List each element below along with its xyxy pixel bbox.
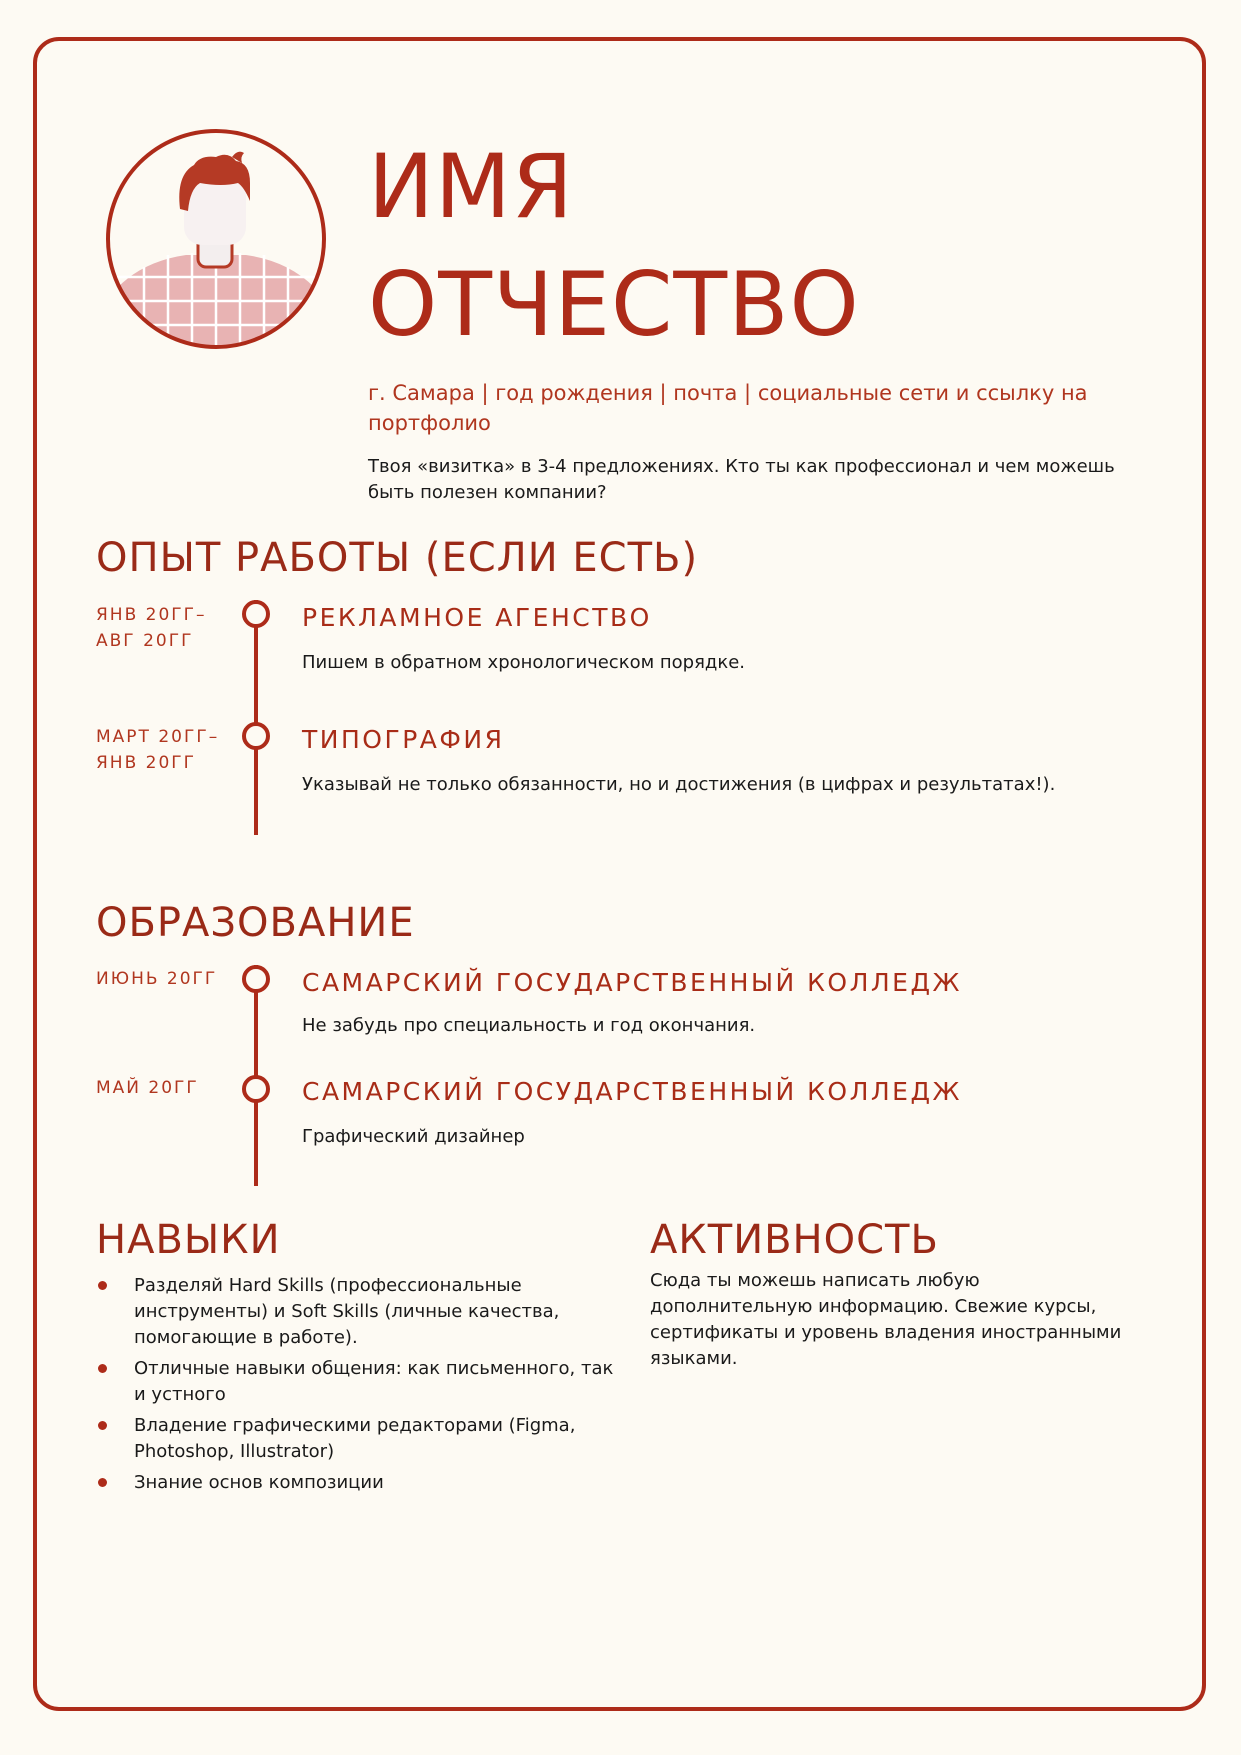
education-description: Графический дизайнер [302, 1126, 525, 1147]
timeline-line [254, 600, 258, 835]
education-description: Не забудь про специальность и год окончания. [302, 1015, 756, 1036]
list-item: Владение графическими редакторами (Figma, Photoshop, Illustrator) [96, 1413, 616, 1465]
bullet-icon [98, 1281, 107, 1290]
skills-list [96, 1273, 616, 1501]
experience-date: МАРТ 20ГГ– ЯНВ 20ГГ [96, 727, 220, 773]
list-item: Разделяй Hard Skills (профессиональные инструменты) и Soft Skills (личные качества, помогающие в работе). [96, 1273, 616, 1351]
experience-title: РЕКЛАМНОЕ АГЕНСТВО [302, 603, 652, 632]
education-title: САМАРСКИЙ ГОСУДАРСТВЕННЫЙ КОЛЛЕДЖ [302, 1077, 962, 1106]
education-timeline [240, 965, 272, 1186]
bullet-icon [98, 1478, 107, 1487]
profile-summary: Твоя «визитка» в 3-4 предложениях. Кто ты как профессионал и чем можешь быть полезен компании? [368, 456, 1115, 503]
candidate-name [368, 128, 860, 364]
timeline-node-icon [242, 722, 270, 750]
timeline-node-icon [242, 965, 270, 993]
education-date: ИЮНЬ 20ГГ [96, 969, 218, 989]
name-line-1: ИМЯ [368, 135, 574, 238]
experience-timeline [240, 600, 272, 835]
experience-description: Указывай не только обязанности, но и достижения (в цифрах и результатах!). [302, 774, 1056, 795]
contact-info: г. Самара | год рождения | почта | социальные сети и ссылку на портфолио [368, 381, 1088, 435]
skills-section-title: НАВЫКИ [96, 1217, 281, 1263]
list-item: Знание основ композиции [96, 1470, 616, 1496]
activity-text: Сюда ты можешь написать любую дополнительную информацию. Свежие курсы, сертификаты и уровень владения иностранными языками. [650, 1270, 1122, 1369]
experience-description: Пишем в обратном хронологическом порядке. [302, 652, 746, 673]
avatar-icon [104, 127, 328, 351]
education-section-title: ОБРАЗОВАНИЕ [96, 900, 415, 946]
experience-title: ТИПОГРАФИЯ [302, 725, 505, 754]
education-title: САМАРСКИЙ ГОСУДАРСТВЕННЫЙ КОЛЛЕДЖ [302, 968, 962, 997]
activity-section-title: АКТИВНОСТЬ [650, 1217, 939, 1263]
bullet-icon [98, 1364, 107, 1373]
education-date: МАЙ 20ГГ [96, 1078, 199, 1098]
list-item: Отличные навыки общения: как письменного, так и устного [96, 1356, 616, 1408]
experience-section-title: ОПЫТ РАБОТЫ (ЕСЛИ ЕСТЬ) [96, 535, 699, 581]
experience-date: ЯНВ 20ГГ– АВГ 20ГГ [96, 605, 207, 651]
timeline-node-icon [242, 600, 270, 628]
timeline-node-icon [242, 1075, 270, 1103]
bullet-icon [98, 1421, 107, 1430]
name-line-2: ОТЧЕСТВО [368, 253, 860, 356]
